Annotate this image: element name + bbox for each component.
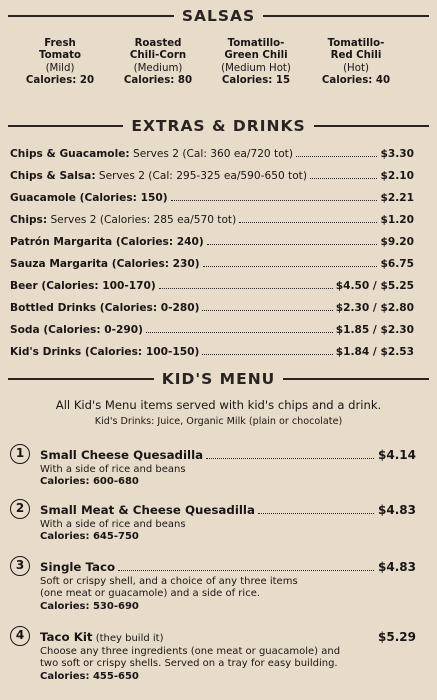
extras-item [10,164,414,182]
dot-leader [206,458,374,459]
salsa-name-line1: Tomatillo- [327,38,385,49]
item-description: With a side of rice and beans [40,519,186,530]
dot-leader [202,310,332,311]
item-number-badge: 3 [10,556,30,576]
dot-leader [203,266,378,267]
header-rule-right [283,378,429,379]
item-price: $9.20 [380,236,414,248]
extras-item [10,274,414,292]
header-rule-right [263,15,429,16]
item-price: $2.10 [380,170,414,182]
item-price: $4.83 [378,560,416,574]
item-name: Bottled Drinks (Calories: 0-280) [10,302,200,314]
item-name: Patrón Margarita (Calories: 240) [10,236,204,248]
item-name: Small Meat & Cheese Quesadilla [40,503,255,517]
item-name: Sauza Margarita (Calories: 230) [10,258,200,270]
item-detail: Serves 2 (Calories: 285 ea/570 tot) [47,214,237,226]
item-calories: Calories: 645-750 [40,531,139,543]
dot-leader [258,513,374,514]
salsa-heat: (Hot) [343,62,369,74]
extras-item [10,186,414,204]
item-price: $4.14 [378,448,416,462]
extras-item [10,340,414,358]
kids-drinks-note: Kid's Drinks: Juice, Organic Milk (plain or chocolate) [94,416,343,427]
item-description: With a side of rice and beans [40,464,186,475]
salsa-item [8,38,112,88]
item-price: $1.84 / $2.53 [335,346,414,358]
extras-header [8,116,429,136]
extras-title: EXTRAS & DRINKS [131,117,306,135]
item-name: Small Cheese Quesadilla [40,448,204,462]
item-price: $4.50 / $5.25 [335,280,414,292]
item-name: Kid's Drinks (Calories: 100-150) [10,346,200,358]
salsa-heat: (Medium Hot) [221,62,291,74]
salsa-calories: Calories: 40 [321,75,391,87]
salsa-heat: (Medium) [133,62,183,74]
salsa-item [204,38,308,88]
dot-leader [118,570,374,571]
salsa-item [106,38,210,88]
salsa-list [0,38,437,90]
salsa-name-line2: Green Chili [224,50,288,62]
dot-leader [310,178,378,179]
salsa-name-line1: Tomatillo- [227,38,285,49]
item-name: Guacamole (Calories: 150) [10,192,168,204]
item-name: Chips: [10,214,48,226]
header-rule-left [8,15,174,16]
item-price: $4.83 [378,503,416,517]
item-description: Soft or crispy shell, and a choice of any three items [40,576,298,587]
item-name: Single Taco [40,560,116,574]
salsa-heat: (Mild) [45,62,75,74]
header-rule-left [8,378,154,379]
item-name: Taco Kit [40,630,93,644]
salsas-header [8,6,429,26]
item-name: Chips & Salsa: [10,170,96,182]
salsa-calories: Calories: 20 [25,75,95,87]
item-name: Chips & Guacamole: [10,148,130,160]
extras-item [10,252,414,270]
item-note: (they build it) [92,633,164,644]
item-description: Choose any three ingredients (one meat or guacamole) and [40,646,341,657]
salsa-name-line1: Roasted [134,38,182,49]
salsa-name-line2: Red Chili [330,50,382,62]
salsas-title: SALSAS [181,7,256,25]
item-name: Beer (Calories: 100-170) [10,280,156,292]
item-number-badge: 4 [10,626,30,646]
item-calories: Calories: 600-680 [40,476,139,488]
header-rule-right [314,125,429,126]
item-price: $1.85 / $2.30 [335,324,414,336]
item-calories: Calories: 455-650 [40,670,139,682]
item-price: $2.21 [380,192,414,204]
salsa-item [304,38,408,88]
salsa-calories: Calories: 80 [123,75,193,87]
dot-leader [296,156,378,157]
header-rule-left [8,125,123,126]
item-price: $6.75 [380,258,414,270]
extras-item [10,208,414,226]
dot-leader [239,222,377,223]
item-price: $3.30 [380,148,414,160]
dot-leader [171,200,378,201]
salsa-name-line2: Chili-Corn [129,50,187,62]
item-detail: Serves 2 (Cal: 360 ea/720 tot) [129,148,293,160]
kids-intro: All Kid's Menu items served with kid's chips and a drink. [55,398,382,412]
salsa-name-line2: Tomato [39,50,81,62]
extras-item [10,318,414,336]
item-calories: Calories: 530-690 [40,600,139,612]
salsa-calories: Calories: 15 [221,75,291,87]
dot-leader [146,332,333,333]
item-price: $1.20 [380,214,414,226]
dot-leader [202,354,332,355]
item-description: (one meat or guacamole) and a side of rice. [40,588,261,600]
item-price: $2.30 / $2.80 [335,302,414,314]
item-price: $5.29 [378,630,416,644]
kids-title: KID'S MENU [161,370,276,388]
salsa-name-line1: Fresh [44,38,76,49]
item-name: Soda (Calories: 0-290) [10,324,143,336]
item-detail: Serves 2 (Cal: 295-325 ea/590-650 tot) [95,170,307,182]
dot-leader [159,288,333,289]
item-number-badge: 1 [10,444,30,464]
extras-item [10,230,414,248]
extras-item [10,296,414,314]
extras-item [10,142,414,160]
kids-header [8,369,429,389]
dot-leader [207,244,378,245]
item-number-badge: 2 [10,499,30,519]
item-description: two soft or crispy shells. Served on a tray for easy building. [40,658,338,670]
